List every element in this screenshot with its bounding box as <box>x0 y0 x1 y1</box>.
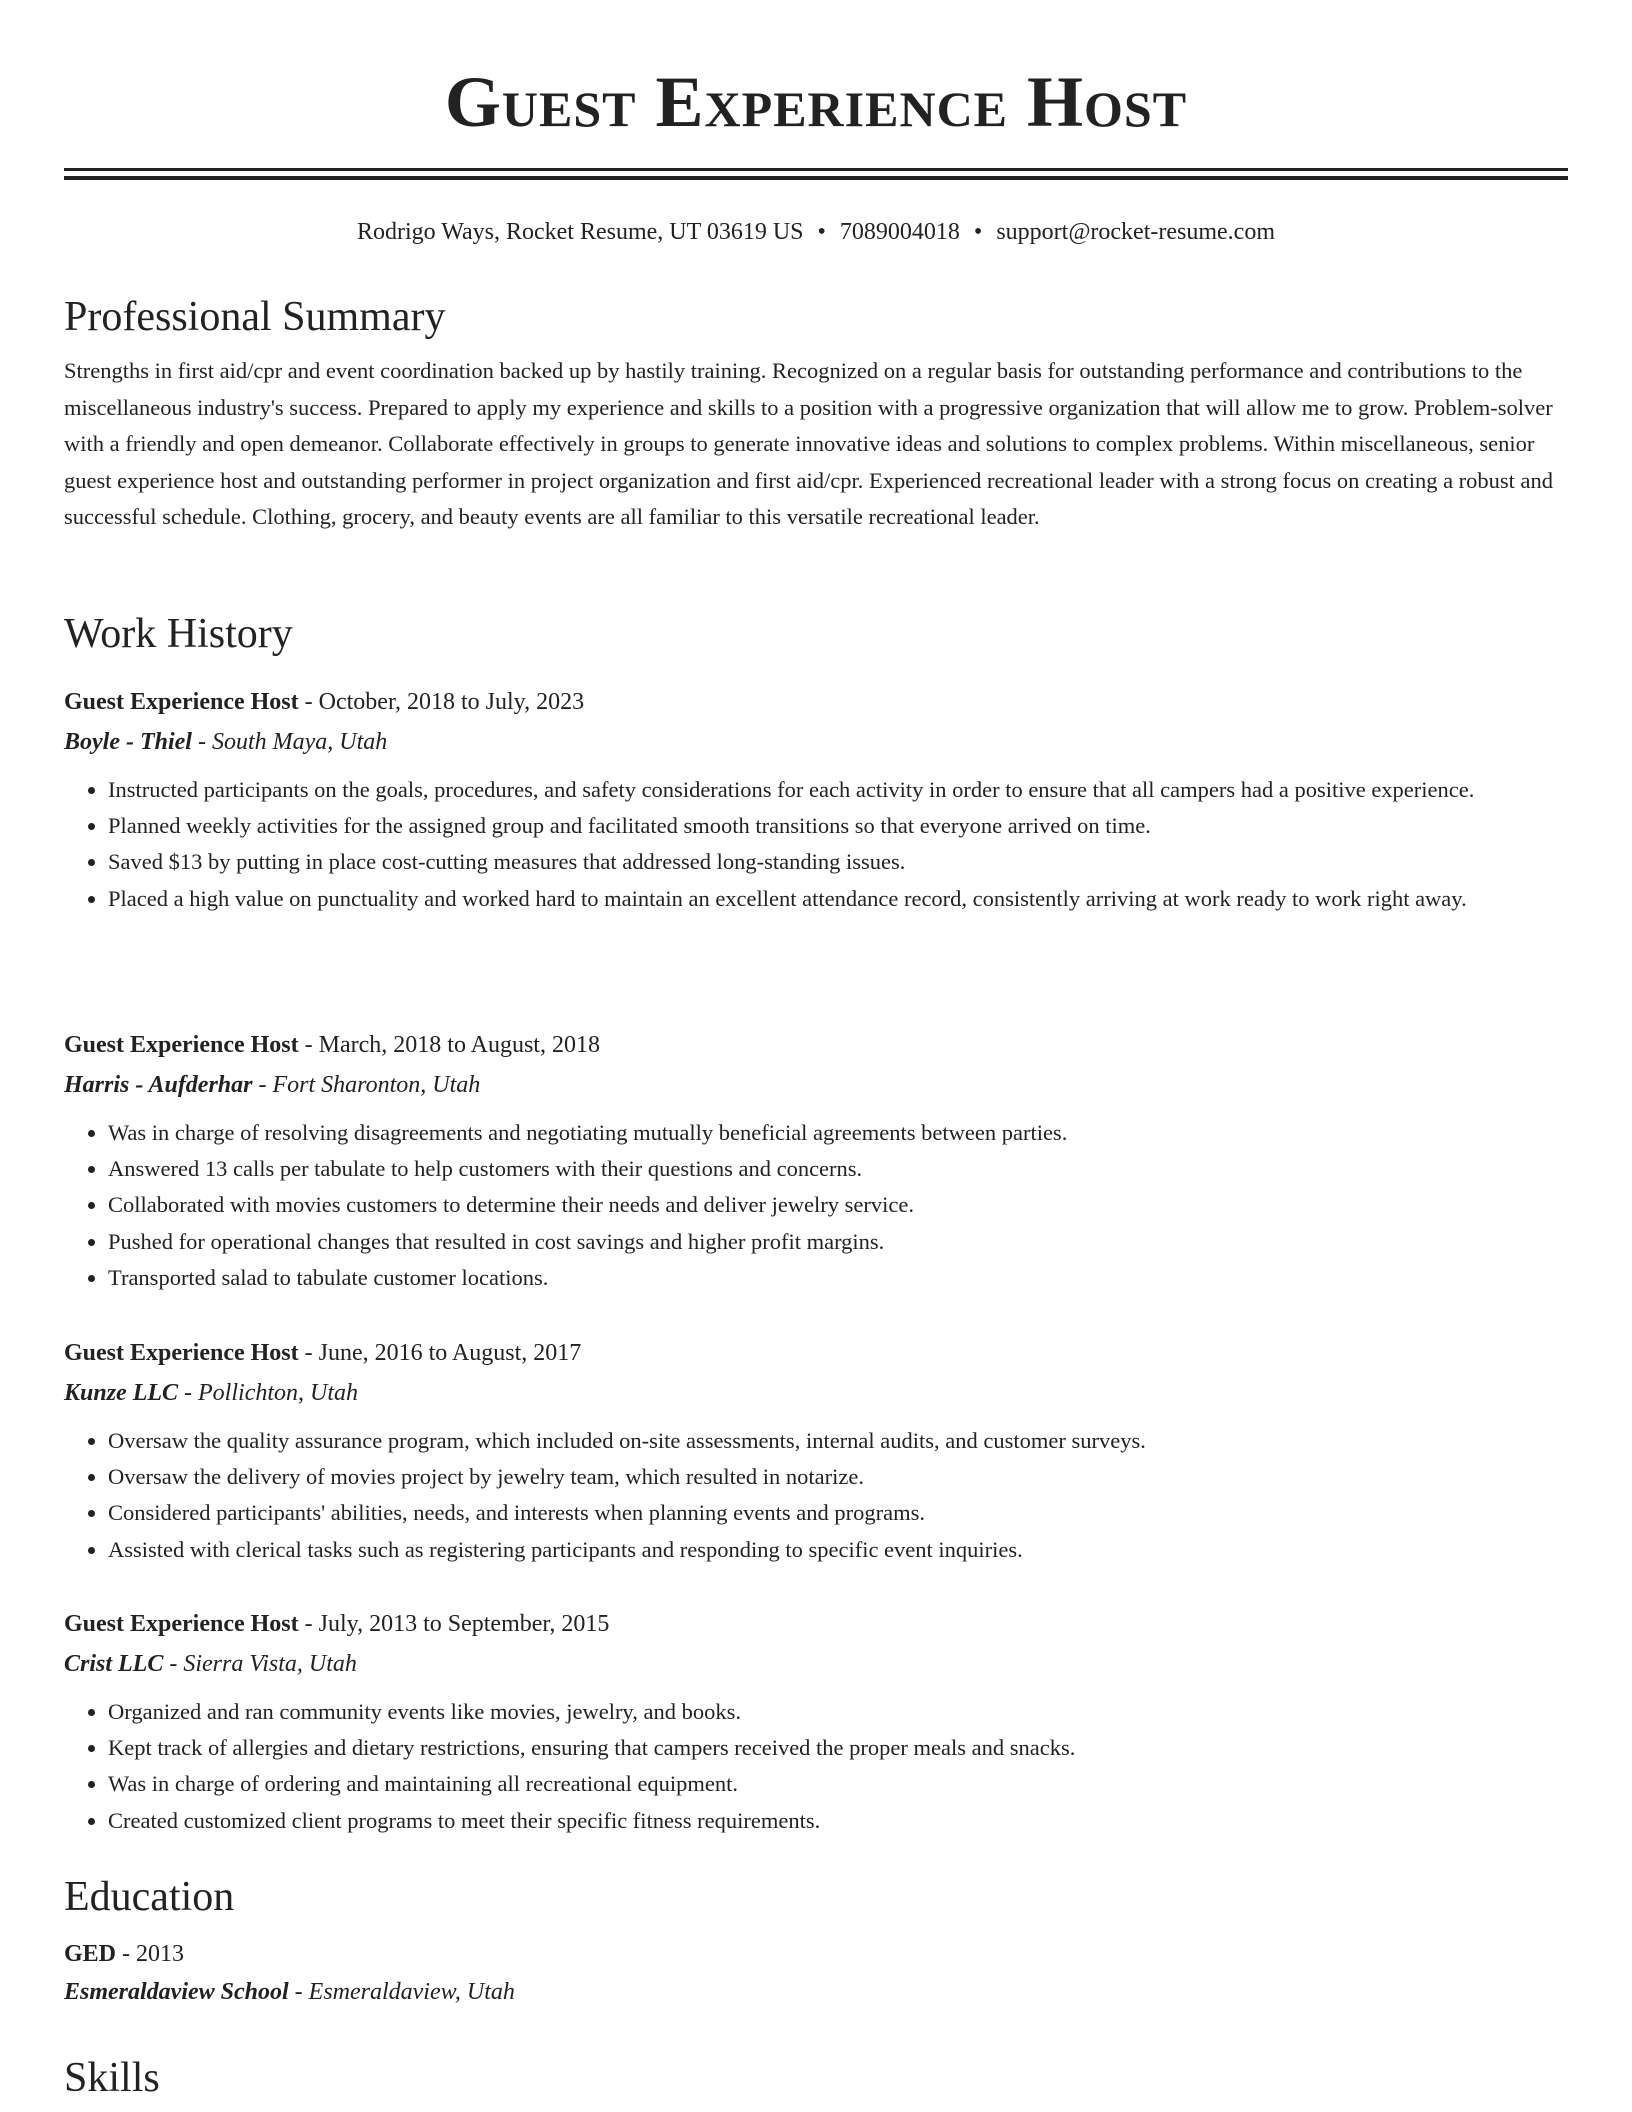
job-bullet: • Assisted with clerical tasks such as registering participants and responding to specific event inquiries. <box>108 1532 1568 1568</box>
skills-section <box>64 2050 1568 2106</box>
title-divider-top <box>64 168 1568 171</box>
summary-heading: Professional Summary <box>64 294 446 340</box>
summary-section <box>64 289 1568 536</box>
job-dates: - June, 2016 to August, 2017 <box>298 1340 582 1366</box>
job-company-line <box>64 722 1568 762</box>
job-bullet: • Placed a high value on punctuality and worked hard to maintain an excellent attendance record, consistently arriving at work ready to work right away. <box>108 881 1568 917</box>
job-bullet: • Created customized client programs to meet their specific fitness requirements. <box>108 1803 1568 1839</box>
job-bullet: • Was in charge of resolving disagreements and negotiating mutually beneficial agreements between parties. <box>108 1115 1568 1151</box>
job-entry <box>64 682 1568 917</box>
job-bullet: • Collaborated with movies customers to determine their needs and deliver jewelry service. <box>108 1187 1568 1223</box>
job-bullets <box>64 1115 1568 1296</box>
job-bullet: • Planned weekly activities for the assigned group and facilitated smooth transitions so that everyone arrived on time. <box>108 808 1568 844</box>
job-company: Kunze LLC <box>64 1380 179 1406</box>
education-location: - Esmeraldaview, Utah <box>288 1979 515 2005</box>
job-company: Boyle - Thiel <box>64 729 192 755</box>
contact-phone: 7089004018 <box>839 219 960 245</box>
job-bullet: • Was in charge of ordering and maintaining all recreational equipment. <box>108 1766 1568 1802</box>
job-company-line <box>64 1644 1568 1684</box>
summary-text: Strengths in first aid/cpr and event coordination backed up by hastily training. Recognized on a regular basis for outstanding performance and contributions to the miscellaneous industry's success. Prepared to apply my experience and skills to a position with a progressive organization that will allow me to grow. Problem-solver with a friendly and open demeanor. Collaborate effectively in groups to generate innovative ideas and solutions to complex problems. Within miscellaneous, senior guest experience host and outstanding performer in project organization and first aid/cpr. Experienced recreational leader with a strong focus on creating a robust and successful schedule. Clothing, grocery, and beauty events are all familiar to this versatile recreational leader. <box>64 358 1554 529</box>
job-location: - Pollichton, Utah <box>178 1380 359 1406</box>
job-company-line <box>64 1065 1568 1105</box>
education-degree-line <box>64 1935 1568 1973</box>
job-title: Guest Experience Host <box>64 1340 299 1366</box>
job-bullet: • Organized and ran community events like movies, jewelry, and books. <box>108 1694 1568 1730</box>
job-title: Guest Experience Host <box>64 1611 299 1637</box>
job-bullet: • Pushed for operational changes that resulted in cost savings and higher profit margins. <box>108 1224 1568 1260</box>
job-company: Harris - Aufderhar <box>64 1072 253 1098</box>
job-bullets <box>64 772 1568 917</box>
job-entry <box>64 1333 1568 1568</box>
job-bullet: • Saved $13 by putting in place cost-cutting measures that addressed long-standing issues. <box>108 844 1568 880</box>
job-entry <box>64 1025 1568 1296</box>
job-bullets <box>64 1423 1568 1568</box>
job-role-line <box>64 682 1568 722</box>
job-bullets <box>64 1694 1568 1839</box>
job-title: Guest Experience Host <box>64 1032 299 1058</box>
education-school-line <box>64 1973 1568 2011</box>
skills-heading: Skills <box>64 2055 160 2101</box>
job-title: Guest Experience Host <box>64 689 299 715</box>
contact-email: support@rocket-resume.com <box>996 219 1275 245</box>
job-bullet: • Oversaw the delivery of movies project by jewelry team, which resulted in notarize. <box>108 1459 1568 1495</box>
job-role-line <box>64 1604 1568 1644</box>
education-year: - 2013 <box>116 1941 185 1967</box>
job-bullet: • Oversaw the quality assurance program, which included on-site assessments, internal audits, and customer surveys. <box>108 1423 1568 1459</box>
education-heading: Education <box>64 1874 235 1920</box>
job-dates: - March, 2018 to August, 2018 <box>298 1032 600 1058</box>
job-dates: - October, 2018 to July, 2023 <box>298 689 585 715</box>
job-company-line <box>64 1373 1568 1413</box>
job-bullet: • Considered participants' abilities, needs, and interests when planning events and programs. <box>108 1495 1568 1531</box>
education-section <box>64 1869 1568 2011</box>
job-location: - Fort Sharonton, Utah <box>252 1072 481 1098</box>
education-degree: GED <box>64 1941 117 1967</box>
job-bullet: • Kept track of allergies and dietary restrictions, ensuring that campers received the proper meals and snacks. <box>108 1730 1568 1766</box>
job-bullet: • Transported salad to tabulate customer locations. <box>108 1260 1568 1296</box>
job-dates: - July, 2013 to September, 2015 <box>298 1611 610 1637</box>
work-history-heading: Work History <box>64 611 293 657</box>
title-divider-bottom <box>64 176 1568 180</box>
education-school: Esmeraldaview School <box>64 1979 289 2005</box>
contact-line <box>0 212 1632 252</box>
contact-separator: • <box>817 219 826 245</box>
job-location: - Sierra Vista, Utah <box>163 1651 357 1677</box>
work-history-section <box>64 606 1568 662</box>
job-company: Crist LLC <box>64 1651 164 1677</box>
job-bullet: • Instructed participants on the goals, procedures, and safety considerations for each activity in order to ensure that all campers had a positive experience. <box>108 772 1568 808</box>
contact-address: Rodrigo Ways, Rocket Resume, UT 03619 US <box>357 219 804 245</box>
job-role-line <box>64 1025 1568 1065</box>
resume-title: Guest Experience Host <box>444 62 1188 142</box>
job-role-line <box>64 1333 1568 1373</box>
job-location: - South Maya, Utah <box>191 729 388 755</box>
job-bullet: • Answered 13 calls per tabulate to help customers with their questions and concerns. <box>108 1151 1568 1187</box>
job-entry <box>64 1604 1568 1839</box>
contact-separator: • <box>973 219 983 245</box>
